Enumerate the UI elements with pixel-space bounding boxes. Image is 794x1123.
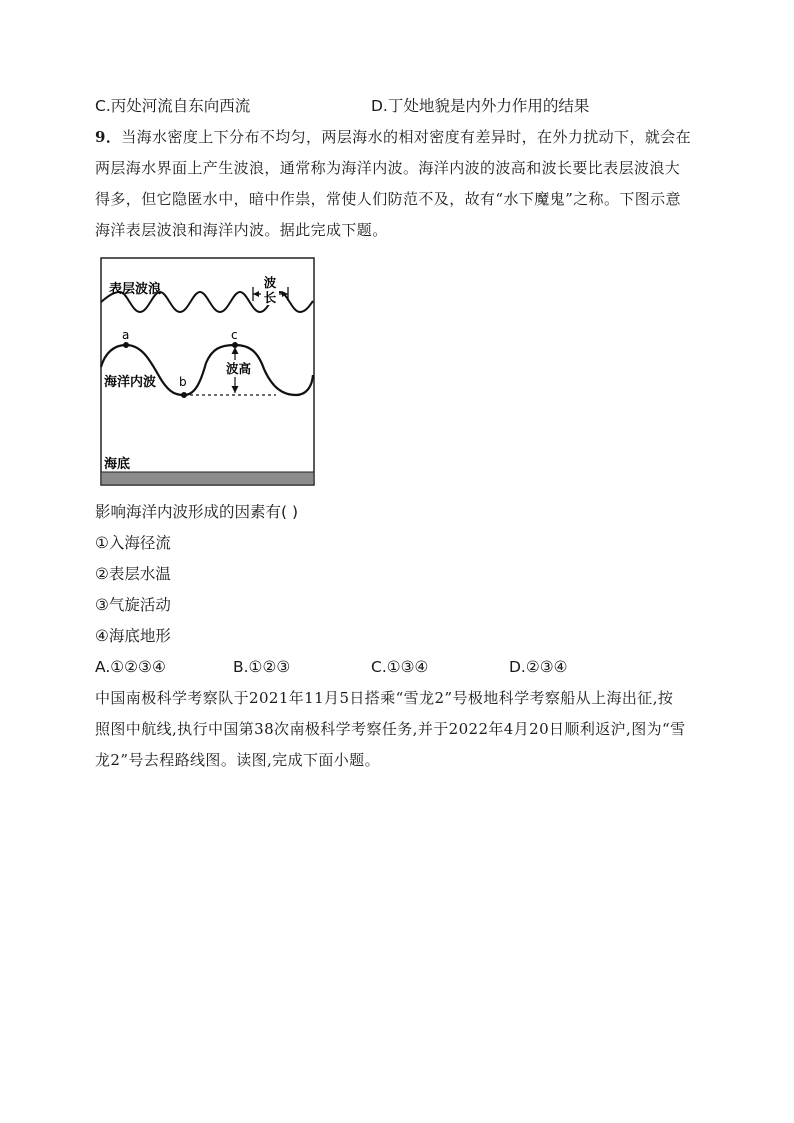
question-number: 9． <box>95 128 122 146</box>
wavelength-label-1: 波 <box>263 275 277 290</box>
factor-2: ②表层水温 <box>95 565 171 583</box>
factor-4: ④海底地形 <box>95 627 171 645</box>
point-b-dot <box>181 392 187 398</box>
question-prompt: 影响海洋内波形成的因素有( ) <box>95 503 299 521</box>
option-d-prev: D.丁处地貌是内外力作用的结果 <box>371 97 590 115</box>
point-c-dot <box>232 342 238 348</box>
seabed-band <box>101 472 314 485</box>
option-c-prev: C.丙处河流自东向西流 <box>95 97 251 115</box>
point-a-dot <box>123 342 129 348</box>
next-passage-line-1: 中国南极科学考察队于2021年11月5日搭乘“雪龙2”号极地科学考察船从上海出征,按 <box>95 689 674 707</box>
wave-height-label-1: 波 <box>226 361 239 376</box>
internal-wave-diagram <box>100 257 316 487</box>
question-9-intro-4: 海洋表层波浪和海洋内波。据此完成下题。 <box>95 221 388 239</box>
wavelength-label-2: 长 <box>263 290 277 305</box>
option-c[interactable]: C.①③④ <box>371 658 429 676</box>
surface-wave-label: 表层波浪 <box>109 282 162 297</box>
next-passage-line-2: 照图中航线,执行中国第38次南极科学考察任务,并于2022年4月20日顺利返沪,图为“雪 <box>95 720 686 738</box>
wave-height-label <box>226 361 252 376</box>
seabed-label: 海底 <box>104 457 131 472</box>
point-a-label: a <box>122 328 130 342</box>
option-a[interactable]: A.①②③④ <box>95 658 166 676</box>
internal-wave-label: 海洋内波 <box>104 375 157 390</box>
next-passage-line-3: 龙2”号去程路线图。读图,完成下面小题。 <box>95 751 380 769</box>
question-9-line-1 <box>95 127 691 147</box>
wave-height-label-2: 高 <box>238 361 252 376</box>
point-b-label: b <box>179 375 187 389</box>
factor-3: ③气旋活动 <box>95 596 171 614</box>
question-9-intro-1: 当海水密度上下分布不均匀，两层海水的相对密度有差异时，在外力扰动下，就会在 <box>121 128 692 146</box>
option-d[interactable]: D.②③④ <box>509 658 568 676</box>
factor-1: ①入海径流 <box>95 534 171 552</box>
question-9-intro-3: 得多，但它隐匿水中，暗中作祟，常使人们防范不及，故有“水下魔鬼”之称。下图示意 <box>95 190 681 208</box>
point-c-label: c <box>231 328 238 342</box>
option-b[interactable]: B.①②③ <box>233 658 291 676</box>
question-9-intro-2: 两层海水界面上产生波浪，通常称为海洋内波。海洋内波的波高和波长要比表层波浪大 <box>95 159 681 177</box>
